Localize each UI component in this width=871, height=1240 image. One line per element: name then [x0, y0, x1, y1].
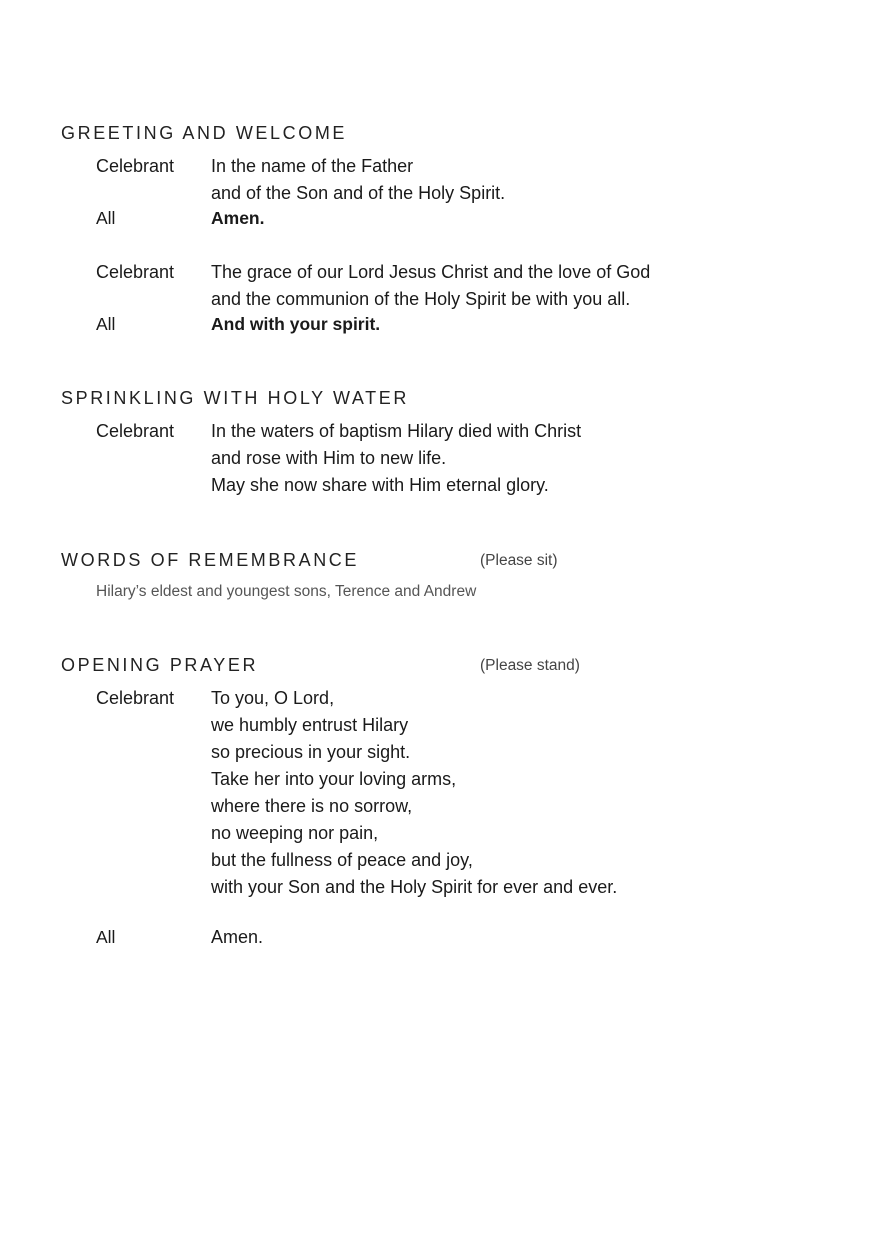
liturgy-line: and the communion of the Holy Spirit be with you all.	[211, 289, 631, 309]
liturgy-line: we humbly entrust Hilary	[211, 715, 409, 735]
liturgy-line: no weeping nor pain,	[211, 823, 379, 843]
section-heading-sprinkling: SPRINKLING WITH HOLY WATER	[61, 388, 409, 408]
speaker-all: All	[96, 314, 116, 334]
remembrance-speakers: Hilary’s eldest and youngest sons, Terence and Andrew	[96, 583, 477, 600]
liturgy-line: The grace of our Lord Jesus Christ and the love of God	[211, 262, 651, 282]
liturgy-line: In the waters of baptism Hilary died with Christ	[211, 421, 582, 441]
speaker-celebrant: Celebrant	[96, 156, 175, 176]
liturgy-line: To you, O Lord,	[211, 688, 335, 708]
posture-note: (Please sit)	[480, 552, 558, 569]
section-heading-remembrance: WORDS OF REMEMBRANCE	[61, 550, 360, 570]
liturgy-line: where there is no sorrow,	[211, 796, 413, 816]
speaker-all: All	[96, 208, 116, 228]
liturgy-line: In the name of the Father	[211, 156, 414, 176]
posture-note: (Please stand)	[480, 657, 580, 674]
liturgy-line: but the fullness of peace and joy,	[211, 850, 473, 870]
liturgy-line: May she now share with Him eternal glory.	[211, 475, 549, 495]
section-heading-greeting: GREETING AND WELCOME	[61, 123, 348, 143]
liturgy-line: and of the Son and of the Holy Spirit.	[211, 183, 506, 203]
speaker-celebrant: Celebrant	[96, 688, 175, 708]
congregation-response: And with your spirit.	[211, 314, 381, 334]
liturgy-line: Take her into your loving arms,	[211, 769, 457, 789]
liturgy-line: so precious in your sight.	[211, 742, 411, 762]
speaker-celebrant: Celebrant	[96, 421, 175, 441]
speaker-celebrant: Celebrant	[96, 262, 175, 282]
liturgy-line: with your Son and the Holy Spirit for ever and ever.	[211, 877, 618, 897]
congregation-response: Amen.	[211, 927, 264, 947]
speaker-all: All	[96, 927, 116, 947]
liturgy-line: and rose with Him to new life.	[211, 448, 447, 468]
section-heading-opening-prayer: OPENING PRAYER	[61, 655, 259, 675]
congregation-response: Amen.	[211, 208, 265, 228]
